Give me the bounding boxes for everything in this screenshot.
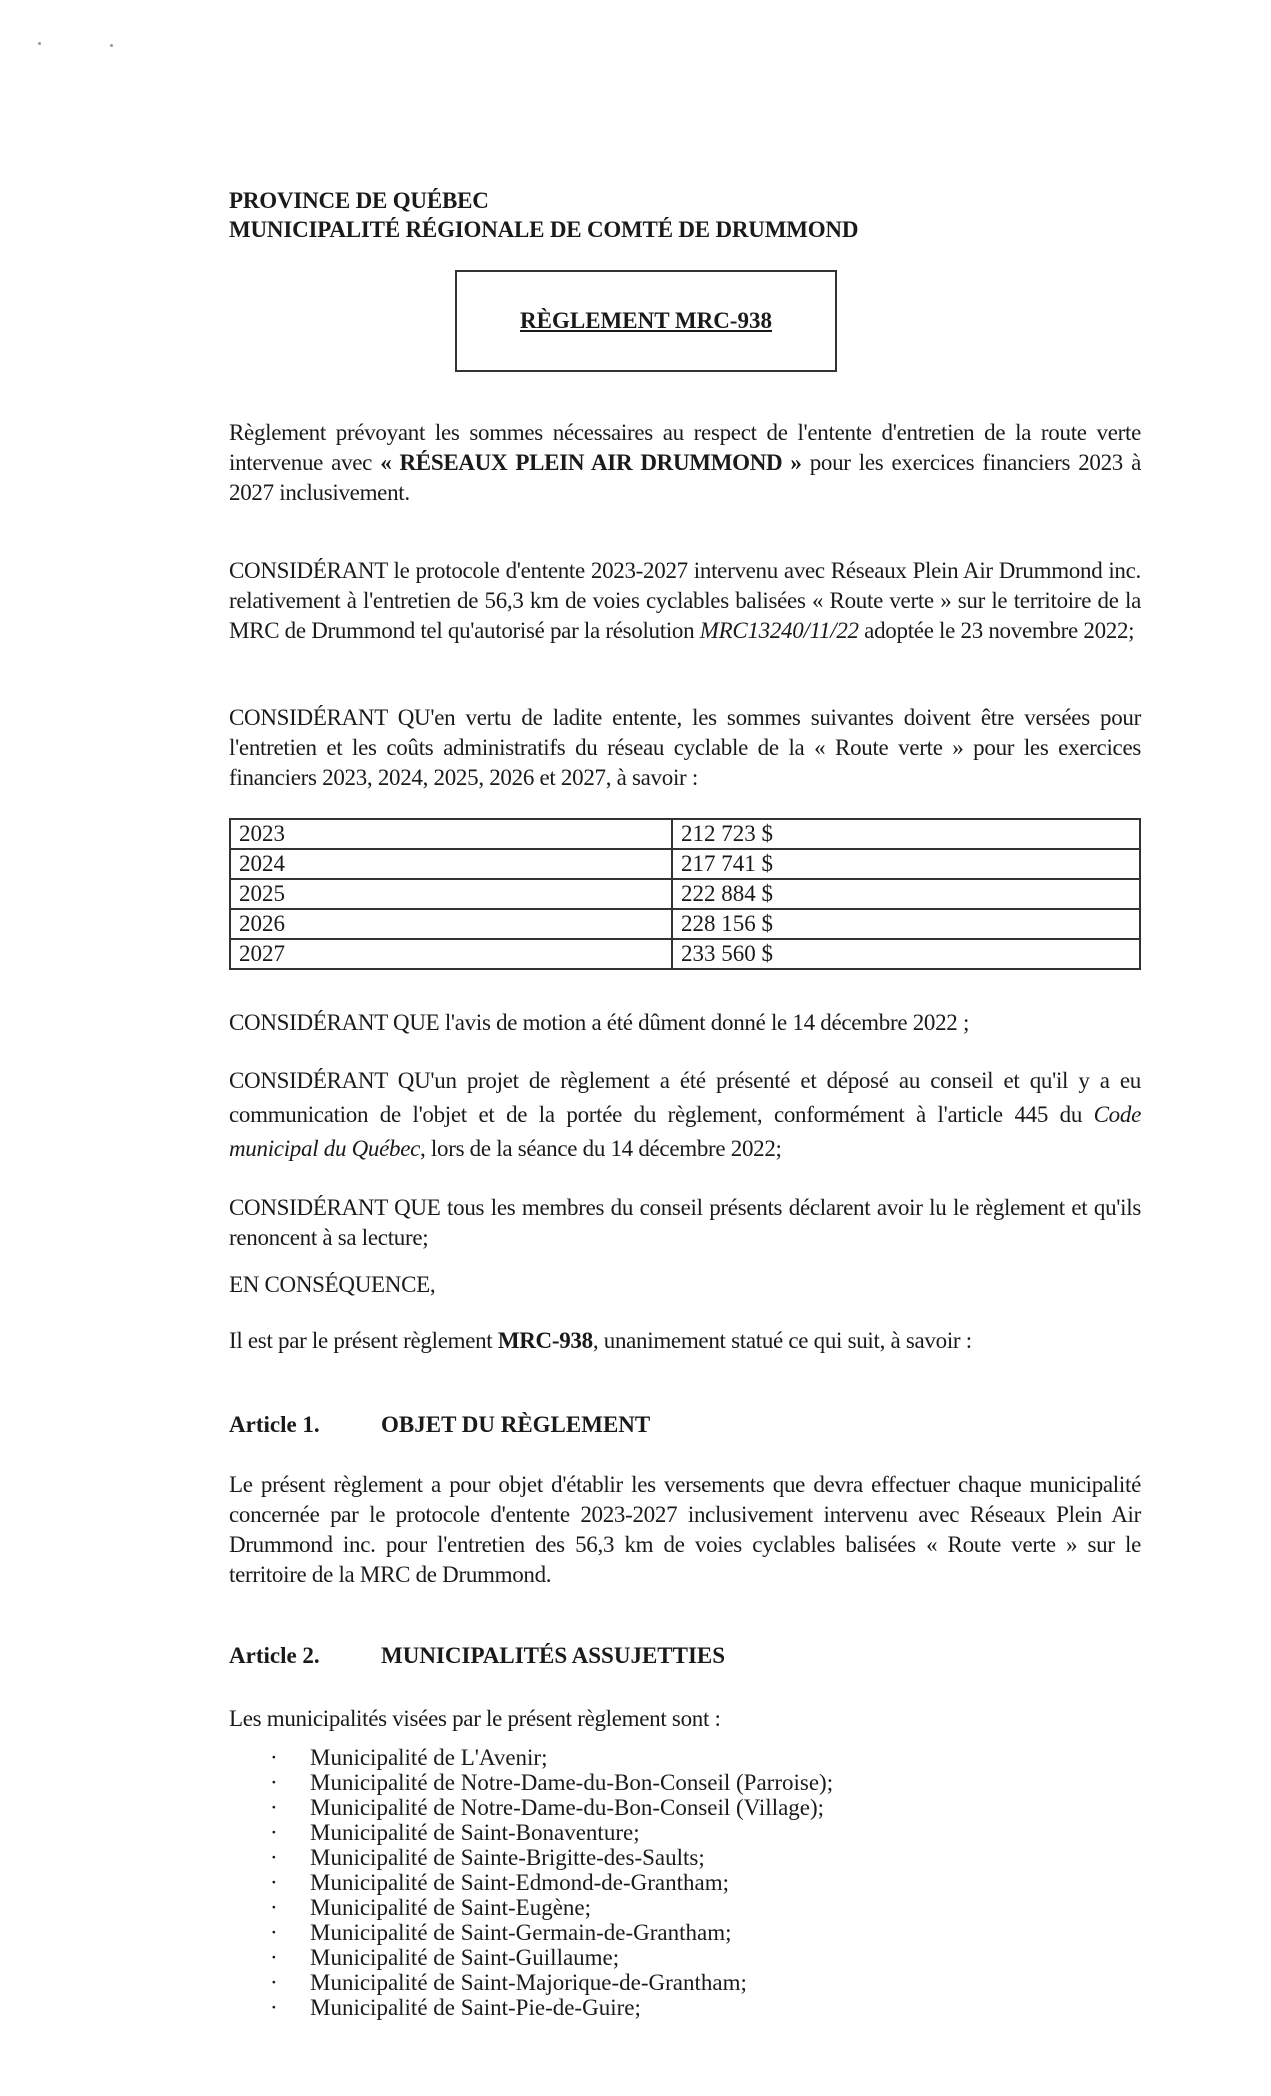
header-province: PROVINCE DE QUÉBEC [229,188,489,213]
scan-speck [38,42,41,45]
bullet-icon: · [270,1770,278,1795]
article-title: MUNICIPALITÉS ASSUJETTIES [381,1643,726,1668]
year-cell: 2027 [230,939,672,969]
article-title: OBJET DU RÈGLEMENT [381,1412,651,1437]
bullet-icon: · [270,1795,278,1820]
list-item [270,1770,833,1795]
list-item [270,1870,833,1895]
municipality-name: Municipalité de L'Avenir; [310,1745,548,1770]
municipality-name: Municipalité de Saint-Eugène; [310,1895,592,1920]
table-row [230,879,1140,909]
considerant-text: CONSIDÉRANT QU'un projet de règlement a été présenté et déposé au conseil et qu'il y a eu communication de l'objet et de la portée du règlement, conformément à l'article 445 du [229,1068,1141,1127]
municipality-name: Municipalité de Saint-Pie-de-Guire; [310,1995,641,2020]
intro-text: Règlement prévoyant les sommes nécessaires au respect de l'entente d'entretien de la route verte intervenue avec [229,420,1141,475]
article-number: Article 2. [229,1643,320,1668]
list-item [270,1745,833,1770]
considerant-projet [229,1064,1141,1166]
considerant-tail: , lors de la séance du 14 décembre 2022; [420,1136,782,1161]
municipality-name: Municipalité de Sainte-Brigitte-des-Saults; [310,1845,705,1870]
document-title: RÈGLEMENT MRC-938 [520,308,772,333]
scan-speck [110,44,113,47]
article-2-heading [229,1643,725,1669]
list-item [270,1895,833,1920]
bullet-icon: · [270,1995,278,2020]
bullet-icon: · [270,1970,278,1995]
considerant-tail: adoptée le 23 novembre 2022; [858,618,1135,643]
list-item [270,1845,833,1870]
code-municipal-reference: Code municipal du Québec [229,1102,1141,1161]
year-cell: 2026 [230,909,672,939]
bullet-icon: · [270,1845,278,1870]
bullet-icon: · [270,1870,278,1895]
table-row [230,849,1140,879]
considerant-text: CONSIDÉRANT le protocole d'entente 2023-2027 intervenu avec Réseaux Plein Air Drummond inc. relativement à l'entretien de 56,3 km de voies cyclables balisées « Route verte » sur le territoire de la MRC de Drummond tel qu'autorisé par la résolution [229,558,1141,643]
intro-org-name: « RÉSEAUX PLEIN AIR DRUMMOND » [380,450,802,475]
amount-cell: 228 156 $ [672,909,1140,939]
considerant-avis-motion: CONSIDÉRANT QUE l'avis de motion a été dûment donné le 14 décembre 2022 ; [229,1010,970,1035]
bullet-icon: · [270,1920,278,1945]
intro-paragraph [229,418,1141,508]
article-1-heading [229,1412,650,1438]
amounts-table [229,818,1141,970]
municipality-name: Municipalité de Saint-Germain-de-Grantham; [310,1920,732,1945]
bullet-icon: · [270,1820,278,1845]
municipality-name: Municipalité de Notre-Dame-du-Bon-Conseil (Village); [310,1795,825,1820]
resolution-reference: MRC13240/11/22 [699,618,859,643]
list-item [270,1995,833,2020]
year-cell: 2025 [230,879,672,909]
municipality-name: Municipalité de Saint-Majorique-de-Grantham; [310,1970,747,1995]
en-consequence: EN CONSÉQUENCE, [229,1272,436,1297]
municipality-name: Municipalité de Saint-Edmond-de-Grantham; [310,1870,729,1895]
list-item [270,1920,833,1945]
municipalities-list [270,1745,833,2020]
considerant-lecture: CONSIDÉRANT QUE tous les membres du conseil présents déclarent avoir lu le règlement et qu'ils renoncent à sa lecture; [229,1195,1141,1250]
article-1-body: Le présent règlement a pour objet d'établir les versements que devra effectuer chaque municipalité concernée par le protocole d'entente 2023-2027 inclusivement intervenu avec Réseaux Plein Air Drummond inc. pour l'entretien des 56,3 km de voies cyclables balisées « Route verte » sur le territoire de la MRC de Drummond. [229,1472,1141,1587]
amount-cell: 222 884 $ [672,879,1140,909]
reglement-number: MRC-938 [497,1328,593,1353]
bullet-icon: · [270,1895,278,1920]
list-item [270,1970,833,1995]
statement-text: Il est par le présent règlement [229,1328,498,1353]
header-mrc: MUNICIPALITÉ RÉGIONALE DE COMTÉ DE DRUMMOND [229,217,859,242]
amount-cell: 217 741 $ [672,849,1140,879]
bullet-icon: · [270,1745,278,1770]
article-2-intro: Les municipalités visées par le présent règlement sont : [229,1706,721,1731]
title-box [455,270,837,372]
statement-tail: , unanimement statué ce qui suit, à savoir : [592,1328,972,1353]
table-row [230,909,1140,939]
table-row [230,819,1140,849]
considerant-protocole [229,556,1141,646]
statement-paragraph [229,1326,1141,1356]
list-item [270,1820,833,1845]
article-number: Article 1. [229,1412,320,1437]
list-item [270,1945,833,1970]
bullet-icon: · [270,1945,278,1970]
table-row [230,939,1140,969]
year-cell: 2024 [230,849,672,879]
amount-cell: 233 560 $ [672,939,1140,969]
municipality-name: Municipalité de Notre-Dame-du-Bon-Conseil (Parroise); [310,1770,834,1795]
municipality-name: Municipalité de Saint-Bonaventure; [310,1820,640,1845]
considerant-sommes: CONSIDÉRANT QU'en vertu de ladite entente, les sommes suivantes doivent être versées pour l'entretien et les coûts administratifs du réseau cyclable de la « Route verte » pour les exercices financiers 2023, 2024, 2025, 2026 et 2027, à savoir : [229,705,1141,790]
list-item [270,1795,833,1820]
municipality-name: Municipalité de Saint-Guillaume; [310,1945,620,1970]
intro-text-tail: pour les exercices financiers 2023 à 2027 inclusivement. [229,450,1141,505]
amount-cell: 212 723 $ [672,819,1140,849]
year-cell: 2023 [230,819,672,849]
